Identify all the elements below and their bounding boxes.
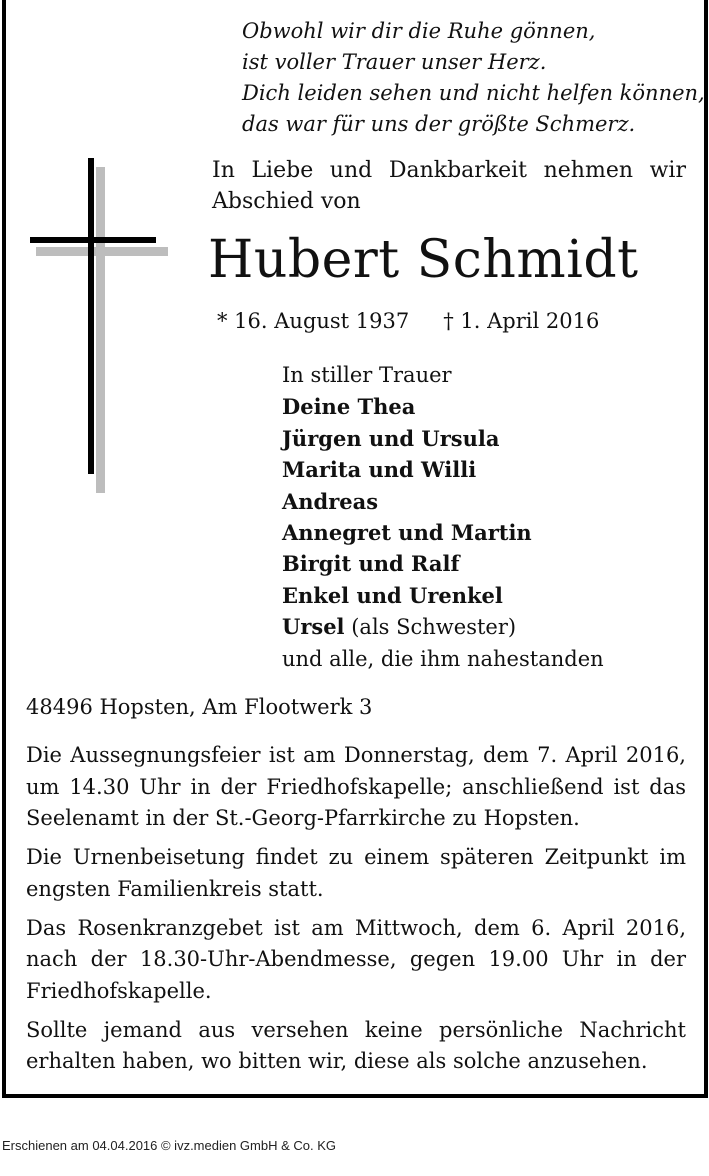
- poem-line: ist voller Trauer unser Herz.: [242, 50, 547, 74]
- service-information: [26, 740, 686, 1085]
- mourner-name: Andreas: [282, 488, 379, 514]
- paragraph: Die Urnenbeisetung findet zu einem späteren Zeitpunkt im engsten Familienkreis statt.: [26, 845, 686, 901]
- mourner-sister: [282, 611, 604, 643]
- poem-line: das war für uns der größte Schmerz.: [242, 112, 636, 136]
- deceased-name: Hubert Schmidt: [208, 230, 639, 290]
- mourners-closing: und alle, die ihm nahestanden: [282, 646, 604, 671]
- paragraph: Sollte jemand aus versehen keine persönliche Nachricht erhalten haben, wo bitten wir, diese als solche anzusehen.: [26, 1017, 686, 1074]
- poem-line: Obwohl wir dir die Ruhe gönnen,: [242, 19, 596, 43]
- mourner-name: Birgit und Ralf: [282, 551, 460, 577]
- poem: [242, 16, 705, 140]
- mourner-name: Deine Thea: [282, 394, 416, 420]
- birth-date: * 16. August 1937: [217, 309, 410, 333]
- mourner-name: Marita und Willi: [282, 457, 477, 483]
- cross-shadow-vertical: [96, 167, 105, 493]
- mourners-list: [282, 360, 604, 675]
- mourners-heading: In stiller Trauer: [282, 363, 452, 387]
- poem-line: Dich leiden sehen und nicht helfen können,: [242, 81, 705, 105]
- mourner-name: Jürgen und Ursula: [282, 425, 500, 451]
- address: 48496 Hopsten, Am Flootwerk 3: [26, 695, 373, 719]
- publication-footer: Erschienen am 04.04.2016 © ivz.medien GmbH & Co. KG: [2, 1138, 337, 1153]
- death-date: † 1. April 2016: [443, 309, 600, 333]
- paragraph: Die Aussegnungsfeier ist am Donnerstag, dem 7. April 2016, um 14.30 Uhr in der Friedhofskapelle; anschließend ist das Seelenamt in der St.-Georg-Pfarrkirche zu Hopsten.: [26, 743, 686, 831]
- mourner-name: Annegret und Martin: [282, 520, 532, 546]
- sister-note: (als Schwester): [351, 615, 517, 640]
- cross-horizontal: [30, 237, 156, 243]
- cross-icon: [26, 155, 176, 495]
- sister-name: Ursel: [282, 614, 345, 640]
- cross-vertical: [88, 158, 94, 474]
- mourner-name: Enkel und Urenkel: [282, 582, 503, 608]
- life-dates: [217, 306, 599, 336]
- intro-text: In Liebe und Dankbarkeit nehmen wir Abschied von: [212, 158, 686, 214]
- cross-shadow-horizontal: [36, 247, 168, 256]
- paragraph: Das Rosenkranzgebet ist am Mittwoch, dem 6. April 2016, nach der 18.30-Uhr-Abendmesse, gegen 19.00 Uhr in der Friedhofskapelle.: [26, 915, 686, 1003]
